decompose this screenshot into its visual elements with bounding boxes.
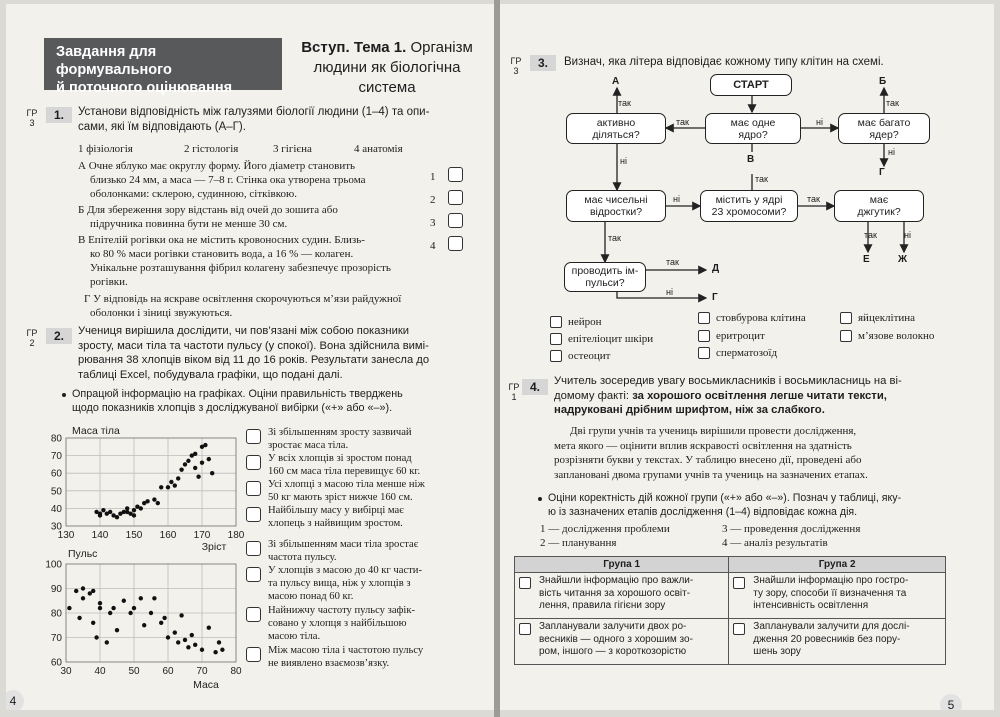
data-point [217,640,221,644]
x-tick-label: 180 [227,530,245,541]
statement-checkbox[interactable] [246,507,261,522]
text-line: має [869,194,889,206]
cell-option: м’язове волокно [858,330,935,342]
text-line: має одне [730,116,776,129]
text-line: має багато [857,116,911,129]
label-no: ні [888,147,895,157]
data-point [179,467,183,471]
gr-level: 2 [29,338,35,348]
answer-box-3[interactable] [448,213,463,228]
text-line: 23 хромосоми? [711,206,787,218]
label-yes: так [608,233,621,243]
data-point [159,621,163,625]
letter-d: Д [712,263,720,274]
page-number: 4 [6,690,24,710]
fact-text: за хорошого освітлення легше читати тексти, [632,389,887,402]
label-no: ні [816,117,823,127]
text-line: Найбільшу масу у вибірці має [268,505,404,516]
task2-instruction [72,387,492,415]
field-option-1: 1 фізіологія [78,143,133,155]
statement-checkbox[interactable] [246,647,261,662]
cell-checkbox[interactable] [840,312,852,324]
flowchart-box-23-chromosomes [700,190,798,222]
groups-table [514,556,946,665]
text-line: В Епітелій рогівки ока не містить кровоносних судин. Близь- [78,234,365,246]
text-line: має чисельні [584,194,648,206]
statement-text [268,604,490,643]
data-point [179,613,183,617]
text-line: джгутик? [857,206,901,218]
data-point [173,630,177,634]
topic-title-bold: Вступ. Тема 1. [301,39,407,56]
data-point [166,635,170,639]
y-tick-label: 70 [50,633,62,644]
data-point [200,648,204,652]
label-yes: так [676,117,689,127]
text-line: пульси? [585,277,625,289]
data-point [166,485,170,489]
flowchart-box-many-nuclei [838,113,930,144]
text-line: зросту, маси тіла та частоти пульсу (у спокої). Вона здійснила вимі- [78,339,429,352]
text-line: масою тіла. [268,631,321,642]
table-header: Група 1 [515,557,729,573]
table-header: Група 2 [729,557,946,573]
gr-level: 1 [511,392,517,402]
data-point [207,457,211,461]
x-tick-label: 80 [230,666,242,677]
text-line: інтенсивність освітлення [753,600,869,611]
data-point [220,648,224,652]
flowchart-box-impulses [564,262,646,292]
gr-level: 3 [29,118,35,128]
text-line: підручника повинна бути не менше 30 см. [90,218,288,230]
evaluation-checkbox[interactable] [733,577,745,589]
statement-checkbox[interactable] [246,429,261,444]
x-tick-label: 30 [60,666,72,677]
x-tick-label: 170 [193,530,211,541]
text-line: Учитель зосередив увагу восьмикласників і восьмикласниць на ві- [554,375,902,387]
answer-box-1[interactable] [448,167,463,182]
height-weight-scatter-chart [36,422,246,554]
text-line: Усі хлопці з масою тіла менше ніж [268,479,425,490]
x-tick-label: 150 [125,530,143,541]
answer-num: 4 [430,240,436,252]
y-tick-label: 70 [50,451,62,463]
stage-3: 3 — проведення дослідження [722,523,861,535]
text-line: Опрацюй інформацію на графіках. Оціни правильність тверджень [72,388,403,400]
text-line: розрізняти букви у текстах. У таблицю внесено дії, проведені або [554,454,862,466]
task2-number: 2. [46,328,72,344]
task1-item-c [78,233,478,289]
data-point [176,640,180,644]
y-tick-label: 50 [50,486,62,498]
text-line: Знайшли інформацію про гостро- [753,575,909,586]
text-line: рогівки. [90,276,128,288]
cell-checkbox[interactable] [550,350,562,362]
data-point [128,611,132,615]
statement-checkbox[interactable] [246,481,261,496]
text-line: відростки? [589,206,643,218]
text-line: не виявлено взаємозв’язку. [268,658,390,669]
weight-pulse-scatter-chart [36,544,246,692]
letter-b: Б [879,76,887,87]
letter-e: Е [863,254,870,265]
task1-text [78,105,488,135]
data-point [132,606,136,610]
data-point [139,506,143,510]
text-line: Г У відповідь на яскраве освітлення скорочуються м’язи райдужної [84,293,402,305]
label-yes: так [618,98,631,108]
cell-checkbox[interactable] [698,347,710,359]
text-line: лення, правила гігієни зору [539,600,666,611]
data-point [74,589,78,593]
data-point [115,515,119,519]
label-yes: так [755,174,768,184]
task1-item-a [78,159,438,201]
stage-4: 4 — аналіз результатів [722,537,828,549]
data-point [81,596,85,600]
x-tick-label: 40 [94,666,106,677]
text-line: ядер? [869,128,899,141]
text-line: домому факті: [554,389,630,402]
data-point [210,471,214,475]
data-point [98,606,102,610]
table-cell [729,573,946,619]
y-tick-label: 60 [50,657,62,669]
evaluation-checkbox[interactable] [519,577,531,589]
section-header-line: й поточного оцінювання [56,80,233,96]
cell-checkbox[interactable] [840,330,852,342]
y-tick-label: 100 [45,559,62,571]
text-line: таблиці Excel, побудувала графіки, що подані далі. [78,368,343,381]
text-line: частота пульсу. [268,552,337,563]
data-point [203,443,207,447]
fact-text: надруковані дрібним шрифтом, ніж за слабкого. [554,404,825,416]
cell-checkbox[interactable] [698,330,710,342]
data-point [200,460,204,464]
label-yes: так [807,194,820,204]
text-line: весників — одного з хорошим зо- [539,633,693,645]
gr-level: 3 [513,66,519,76]
text-line: Дві групи учнів та учениць вирішили провести дослідження, [570,425,857,437]
data-point [186,645,190,649]
text-line: проводить ім- [571,265,639,277]
data-point [152,596,156,600]
text-line: Запланували залучити для дослі- [753,621,910,632]
data-point [193,643,197,647]
text-line: ю із зазначених етапів дослідження (1–4) відповідає кожна дія. [548,506,858,518]
page-number: 5 [940,694,962,710]
text-line: близько 24 мм, а маса — 7–8 г. Стінка ока утворена трьома [90,174,366,186]
text-line: оболонками: склерою, судинною, сітківкою. [90,188,297,200]
x-tick-label: 70 [196,666,208,677]
gr-label: ГР [26,328,38,338]
task1-item-b [78,203,438,231]
text-line: А Очне яблуко має округлу форму. Його діаметр становить [78,160,356,172]
data-point [169,480,173,484]
field-option-2: 2 гістологія [184,143,239,155]
task1-group-label [24,108,40,128]
text-line: Учениця вирішила дослідити, чи пов’язані між собою показники [78,325,409,337]
text-line: Знайшли інформацію про важли- [539,575,694,586]
text-line: активно [596,116,636,129]
statement-checkbox[interactable] [246,567,261,582]
task3-text: Визнач, яка літера відповідає кожному типу клітин на схемі. [564,56,884,68]
field-option-4: 4 анатомія [354,143,403,155]
data-point [207,626,211,630]
y-tick-label: 40 [50,503,62,515]
data-point [156,501,160,505]
text-line: Зі збільшенням зросту зазвичай [268,427,412,438]
x-tick-label: 140 [91,530,109,541]
label-yes: так [666,257,679,267]
data-point [91,589,95,593]
evaluation-checkbox[interactable] [733,623,745,635]
text-line: 160 см маса тіла перевищує 60 кг. [268,466,421,477]
label-yes: так [864,230,877,240]
data-point [101,508,105,512]
y-tick-label: 90 [50,584,62,595]
data-point [81,586,85,590]
text-line: Запланували залучити двох ро- [539,621,687,632]
data-point [193,466,197,470]
x-tick-label: 160 [159,530,177,541]
data-point [108,510,112,514]
task4-text [554,374,986,418]
data-point [159,485,163,489]
text-line: ко 80 % маси рогівки становить вода, а 16 % — колаген. [90,248,354,260]
statement-text [268,426,490,452]
cell-option: яйцеклітина [858,312,916,324]
answer-box-2[interactable] [448,190,463,205]
task4-instruction [548,491,988,519]
cell-option: сперматозоїд [716,347,778,359]
flowchart-box-one-nucleus [705,113,801,144]
data-point [115,628,119,632]
x-tick-label: 60 [162,666,174,677]
data-point [67,606,71,610]
data-point [108,611,112,615]
data-point [111,606,115,610]
statement-text [268,504,490,530]
data-point [94,635,98,639]
data-point [98,513,102,517]
y-tick-label: 30 [50,521,62,533]
text-line: вість читання за хорошого освіт- [539,587,691,599]
label-no: ні [620,156,627,166]
cell-option: епітеліоцит шкіри [568,333,654,345]
answer-num: 3 [430,217,436,229]
y-axis-label: Маса тіла [72,425,120,437]
data-point [152,497,156,501]
cell-option: еритроцит [716,330,765,342]
letter-a: А [612,76,620,87]
stage-1: 1 — дослідження проблеми [540,523,670,535]
statement-text [268,478,490,504]
x-tick-label: 130 [57,530,75,541]
statement-text [268,452,490,478]
answer-box-4[interactable] [448,236,463,251]
text-line: зростає маса тіла. [268,440,349,451]
text-line: оболонки і зіниці звужуються. [90,307,233,319]
flowchart-box-flagellum [834,190,924,222]
bullet-icon [538,497,542,501]
text-line: сами, які їм відповідають (А–Г). [78,121,246,133]
topic-title-text: система [358,79,416,96]
data-point [145,499,149,503]
data-point [77,616,81,620]
flowchart-start: СТАРТ [710,74,792,96]
table-row [515,619,946,665]
evaluation-checkbox[interactable] [519,623,531,635]
data-point [105,640,109,644]
text-line: Оціни коректність дій кожної групи («+» або «–»). Познач у таблиці, яку- [548,492,902,504]
cell-option: стовбурова клітина [716,312,806,324]
text-line: Унікальне розташування фібрил колагену забезпечує прозорість [90,262,391,274]
topic-title-text: людини як біологічна [313,59,461,76]
data-point [173,483,177,487]
text-line: хлопець з найвищим зростом. [268,518,403,529]
data-point [196,475,200,479]
y-tick-label: 80 [50,608,62,620]
section-header-box [44,38,282,96]
letter-g: Г [879,167,885,178]
data-point [176,476,180,480]
statement-text [268,564,490,603]
statement-text [268,644,490,670]
text-line: У хлопців з масою до 40 кг части- [268,565,422,576]
text-line: щодо показників хлопців з досліджуваної вибірки («+» або «–»). [72,402,393,414]
table-cell [515,573,729,619]
field-option-3: 3 гігієна [273,143,312,155]
x-axis-label: Маса [193,679,219,691]
data-point [132,508,136,512]
data-point [132,513,136,517]
text-line: Б Для збереження зору відстань від очей до зошита або [78,204,338,216]
label-no: ні [673,194,680,204]
letter-g-2: Г [712,292,718,303]
x-axis-label: Зріст [201,541,227,553]
answer-num: 1 [430,171,436,183]
statement-checkbox[interactable] [246,455,261,470]
text-line: У всіх хлопців зі зростом понад [268,453,412,464]
gr-label: ГР [510,56,522,66]
data-point [213,650,217,654]
data-point [186,459,190,463]
text-line: ядро? [738,128,768,141]
data-point [190,633,194,637]
data-point [149,611,153,615]
statement-checkbox[interactable] [246,607,261,622]
data-point [183,638,187,642]
topic-title [292,38,482,98]
text-line: Зі збільшенням маси тіла зростає [268,539,419,550]
data-point [183,462,187,466]
task4-number: 4. [522,379,548,395]
text-line: Між масою тіла і частотою пульсу [268,645,424,656]
answer-num: 2 [430,194,436,206]
data-point [98,601,102,605]
y-tick-label: 60 [50,468,62,480]
statement-text [268,538,490,564]
label-no: ні [666,287,673,297]
task2-text [78,324,490,382]
letter-zh: Ж [898,254,908,265]
text-line: рювання 38 хлопців віком від 11 до 16 років. Результати занесла до [78,354,430,366]
table-cell [729,619,946,665]
text-line: мета якого — оцінити вплив яскравості освітлення на здатність [554,439,852,452]
task2-group-label [24,328,40,348]
cell-option: нейрон [568,316,602,328]
task1-item-d [78,292,488,320]
text-line: 50 кг мають зріст нижче 160 см. [268,492,413,503]
x-tick-label: 50 [128,666,140,677]
text-line: ром, іншого — з короткозорістю [539,646,687,657]
text-line: заплановані двома групами учнів та учениць на зазначених етапах. [554,468,868,481]
data-point [91,621,95,625]
label-no: ні [904,230,911,240]
letter-v: В [747,154,755,165]
task4-paragraph [554,424,986,482]
text-line: совано у хлопця з найбільшою [268,618,407,629]
cell-checkbox[interactable] [550,333,562,345]
task3-number: 3. [530,55,556,71]
gr-label: ГР [508,382,520,392]
data-point [162,616,166,620]
data-point [122,599,126,603]
section-header-line: Завдання для формувального [56,44,172,78]
task1-number: 1. [46,107,72,123]
gr-label: ГР [26,108,38,118]
cell-checkbox[interactable] [698,312,710,324]
text-line: діляться? [592,128,640,141]
cell-option: остеоцит [568,350,611,362]
text-line: Найнижчу частоту пульсу зафік- [268,605,415,616]
text-line: Установи відповідність між галузями біології людини (1–4) та опи- [78,106,430,118]
y-axis-label: Пульс [68,548,98,560]
text-line: дження 20 ровесників без пору- [753,633,901,645]
y-tick-label: 80 [50,433,62,445]
flowchart-box-active-division [566,113,666,144]
topic-title-text: Організм [410,39,473,56]
task4-group-label [506,382,522,402]
data-point [193,452,197,456]
bullet-icon [62,393,66,397]
right-page [500,4,994,710]
cell-checkbox[interactable] [550,316,562,328]
statement-checkbox[interactable] [246,541,261,556]
text-line: шень зору [753,646,801,657]
left-page [6,4,494,710]
table-cell [515,619,729,665]
table-row [515,573,946,619]
flowchart-box-processes [566,190,666,222]
plot-frame [66,438,236,526]
text-line: ту зору, способи її визначення та [753,587,907,599]
text-line: та пульсу вища, ніж у хлопців з [268,578,411,589]
stage-2: 2 — планування [540,537,617,549]
text-line: масою понад 60 кг. [268,591,354,602]
label-yes: так [886,98,899,108]
text-line: містить у ядрі [715,194,783,206]
data-point [142,623,146,627]
data-point [139,596,143,600]
